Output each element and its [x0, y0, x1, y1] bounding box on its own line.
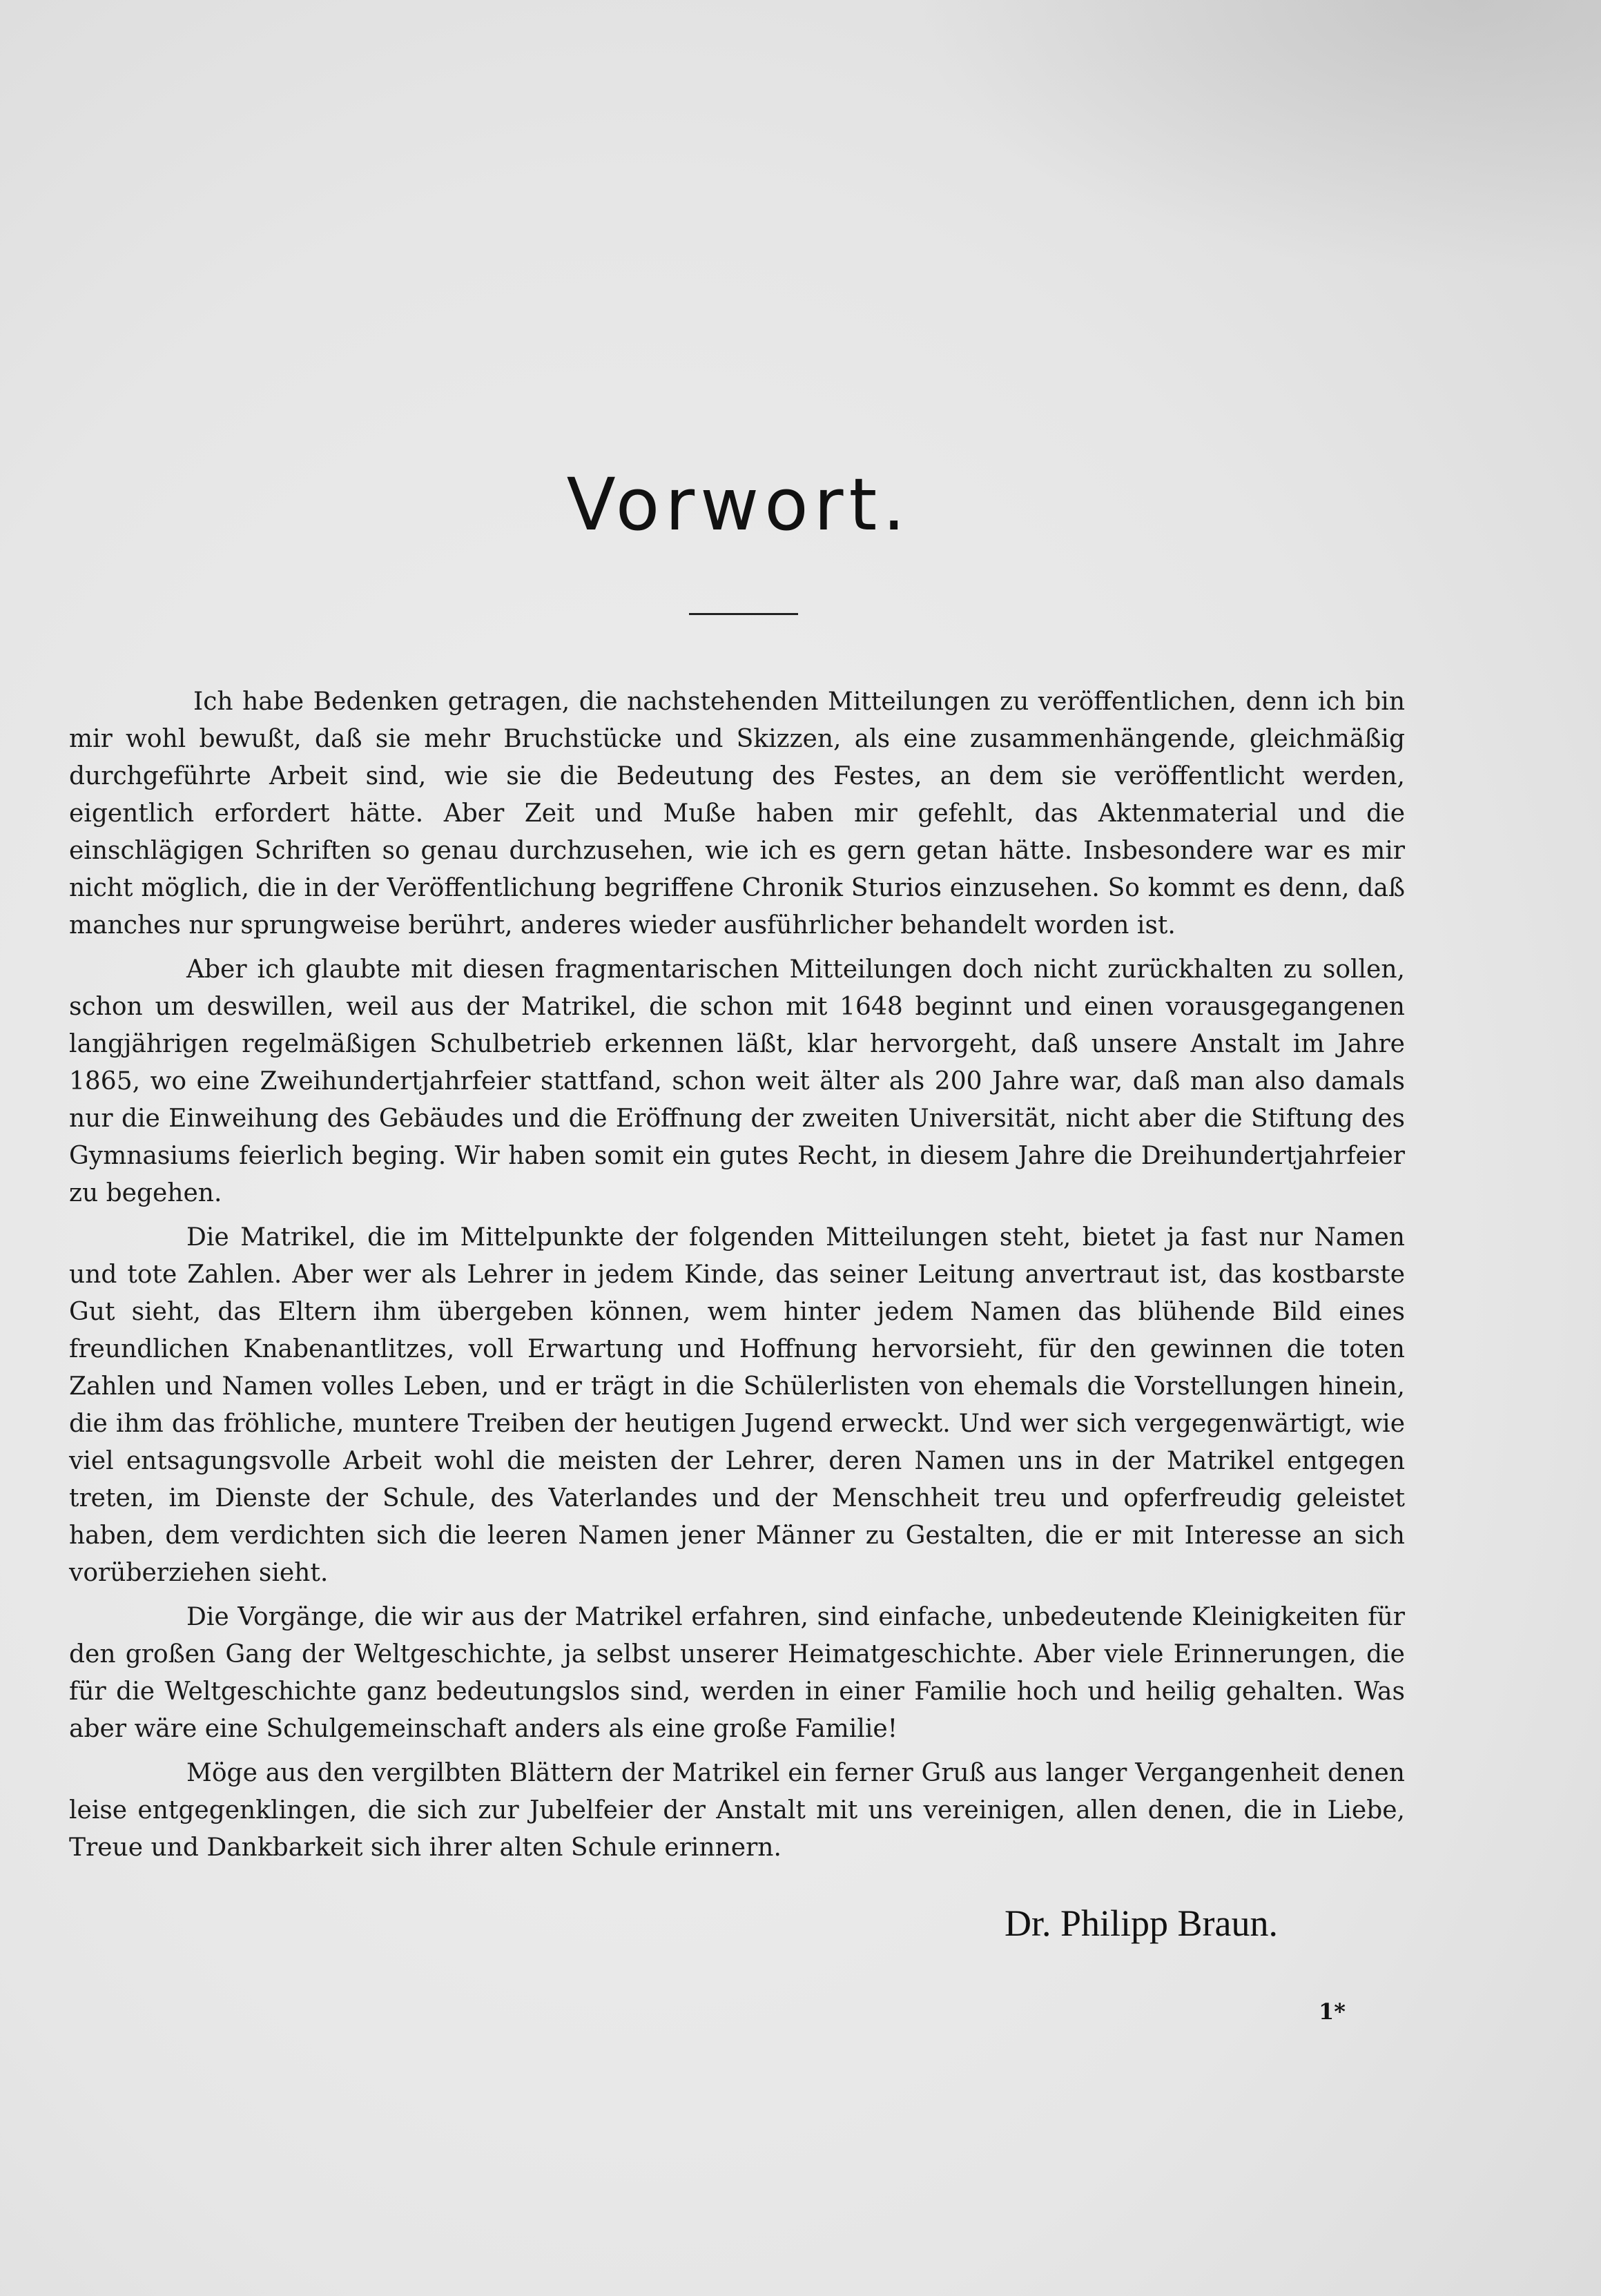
foreword-body	[69, 683, 1405, 1874]
paragraph: Aber ich glaubte mit diesen fragmentarischen Mitteilungen doch nicht zurückhalten zu sollen, schon um deswillen, weil aus der Matrikel, die schon mit 1648 beginnt und einen vorausgegangenen langjährigen regelmäßigen Schulbetrieb erkennen läßt, klar hervorgeht, daß unsere Anstalt im Jahre 1865, wo eine Zweihundertjahrfeier stattfand, schon weit älter als 200 Jahre war, daß man also damals nur die Einweihung des Gebäudes und die Eröffnung der zweiten Universität, nicht aber die Stiftung des Gymnasiums feierlich beging. Wir haben somit ein gutes Recht, in diesem Jahre die Dreihundertjahrfeier zu begehen.	[69, 955, 1405, 1207]
author-signature: Dr. Philipp Braun.	[1005, 1903, 1279, 1944]
page-number: 1*	[1319, 1998, 1346, 2025]
page-shadow	[911, 0, 1601, 276]
page-title: Vorwort.	[566, 463, 911, 547]
title-divider	[689, 613, 798, 615]
paragraph: Die Matrikel, die im Mittelpunkte der folgenden Mitteilungen steht, bietet ja fast nur Namen und tote Zahlen. Aber wer als Lehrer in jedem Kinde, das seiner Leitung anvertraut ist, das kostbarste Gut sieht, das Eltern ihm übergeben können, wem hinter jedem Namen das blühende Bild eines freundlichen Knabenantlitzes, voll Erwartung und Hoffnung hervorsieht, für den gewinnen die toten Zahlen und Namen volles Leben, und er trägt in die Schülerlisten von ehemals die Vorstellungen hinein, die ihm das fröhliche, muntere Treiben der heutigen Jugend erweckt. Und wer sich vergegenwärtigt, wie viel entsagungsvolle Arbeit wohl die meisten der Lehrer, deren Namen uns in der Matrikel entgegen treten, im Dienste der Schule, des Vaterlandes und der Menschheit treu und opferfreudig geleistet haben, dem verdichten sich die leeren Namen jener Männer zu Gestalten, die er mit Interesse an sich vorüberziehen sieht.	[69, 1223, 1405, 1587]
paragraph: Ich habe Bedenken getragen, die nachstehenden Mitteilungen zu veröffentlichen, denn ich bin mir wohl bewußt, daß sie mehr Bruchstücke und Skizzen, als eine zusammenhängende, gleichmäßig durchgeführte Arbeit sind, wie sie die Bedeutung des Festes, an dem sie veröffentlicht werden, eigentlich erfordert hätte. Aber Zeit und Muße haben mir gefehlt, das Aktenmaterial und die einschlägigen Schriften so genau durchzusehen, wie ich es gern getan hätte. Insbesondere war es mir nicht möglich, die in der Veröffentlichung begriffene Chronik Sturios einzusehen. So kommt es denn, daß manches nur sprungweise berührt, anderes wieder ausführlicher behandelt worden ist.	[69, 688, 1405, 940]
paragraph: Möge aus den vergilbten Blättern der Matrikel ein ferner Gruß aus langer Vergangenheit denen leise entgegenklingen, die sich zur Jubelfeier der Anstalt mit uns vereinigen, allen denen, die in Liebe, Treue und Dankbarkeit sich ihrer alten Schule erinnern.	[69, 1759, 1405, 1862]
paragraph: Die Vorgänge, die wir aus der Matrikel erfahren, sind einfache, unbedeutende Kleinigkeiten für den großen Gang der Weltgeschichte, ja selbst unserer Heimatgeschichte. Aber viele Erinnerungen, die für die Weltgeschichte ganz bedeutungslos sind, werden in einer Familie hoch und heilig gehalten. Was aber wäre eine Schulgemeinschaft anders als eine große Familie!	[69, 1603, 1405, 1743]
